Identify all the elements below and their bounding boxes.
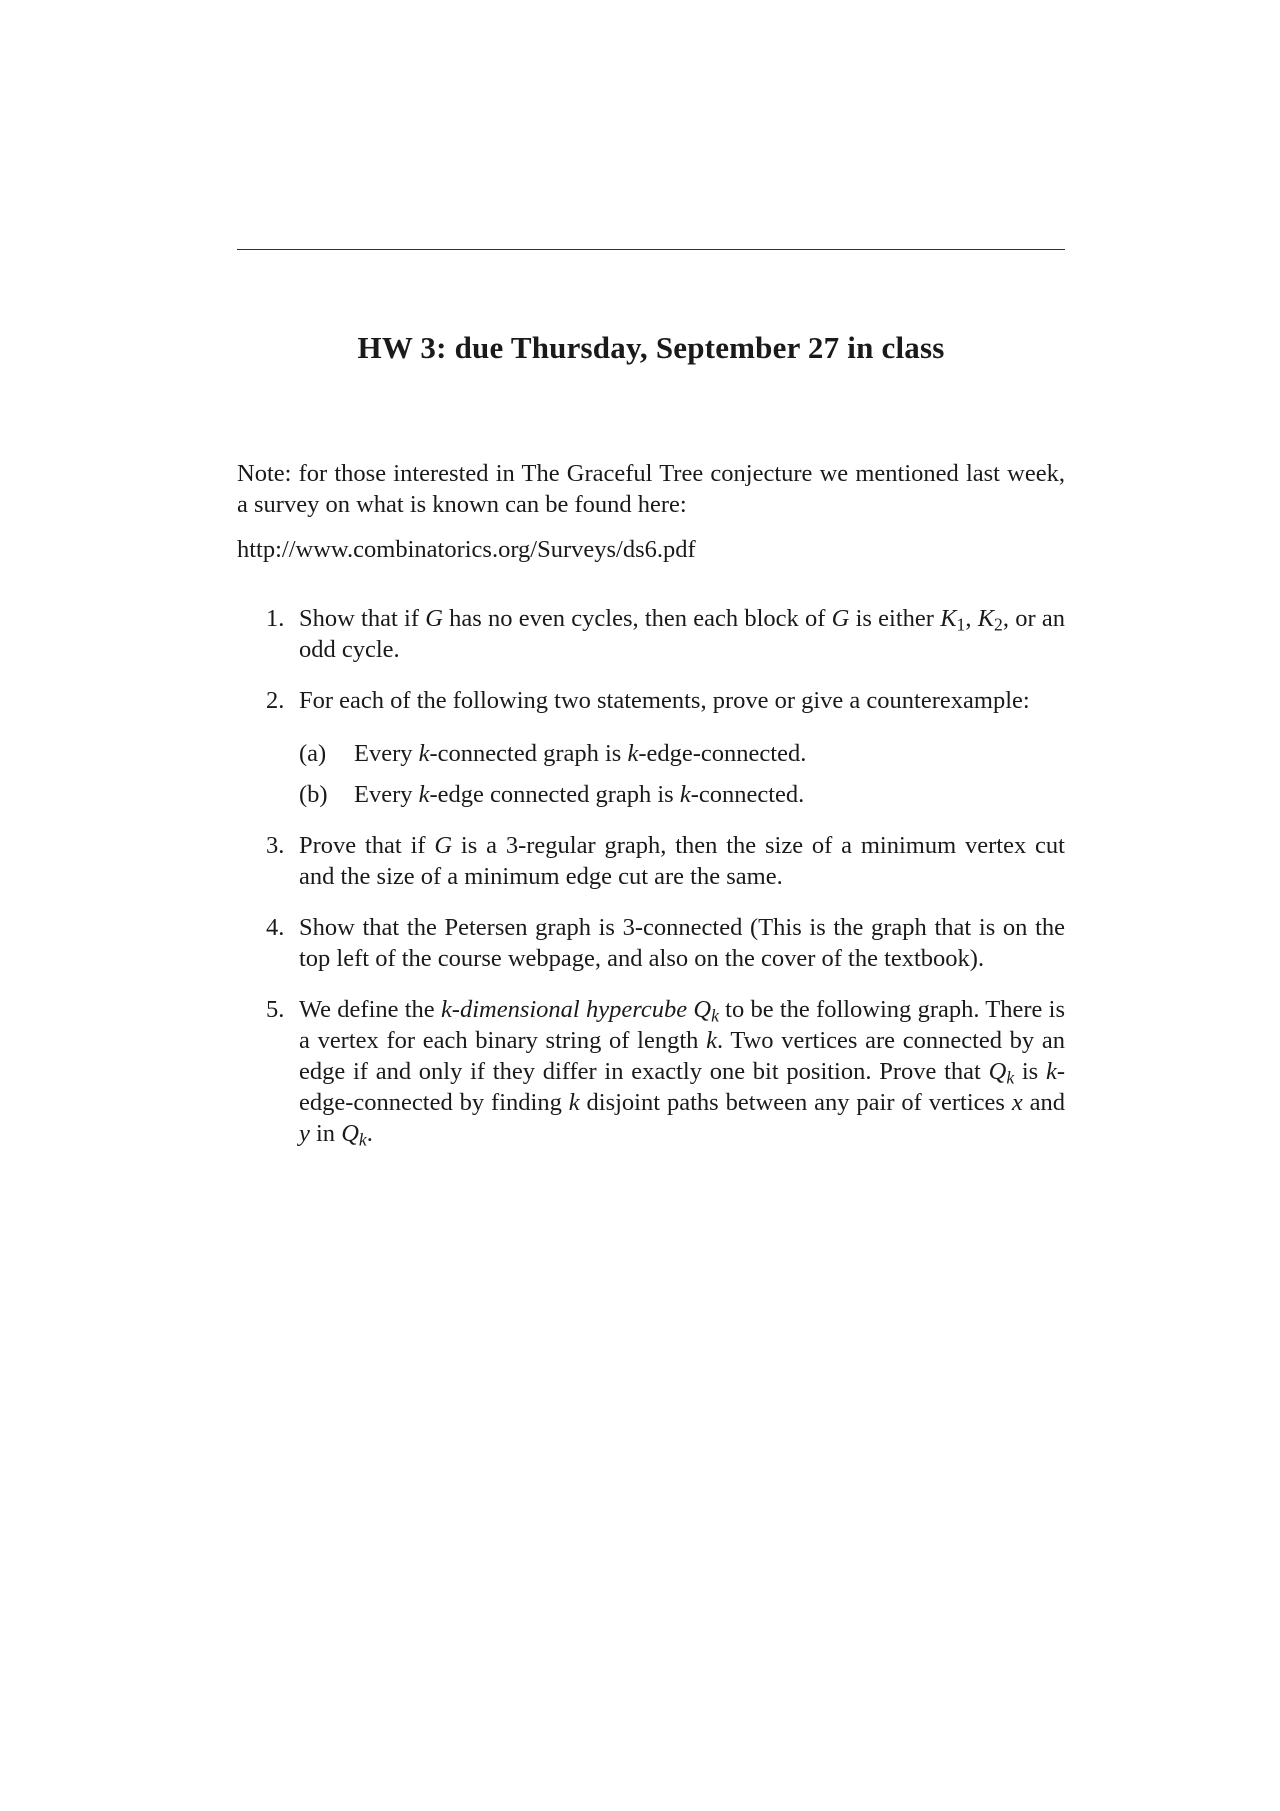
- problem-text: Show that if G has no even cycles, then each block of G is either $K_1$, $K_2$, or an odd cycle.: [299, 605, 1065, 663]
- problem-text: For each of the following two statements, prove or give a counterexample:: [299, 687, 1030, 714]
- header-rule: [237, 249, 1065, 250]
- subpart-list: [299, 738, 1065, 810]
- problem-number: 4.: [266, 914, 285, 941]
- subpart-item: [299, 738, 1065, 769]
- problem-item: [237, 830, 1065, 892]
- subpart-label: (b): [299, 781, 328, 808]
- page-title: HW 3: due Thursday, September 27 in class: [357, 330, 945, 365]
- problem-number: 5.: [266, 996, 285, 1023]
- problem-number: 3.: [266, 832, 285, 859]
- subpart-item: [299, 779, 1065, 810]
- problem-text: Show that the Petersen graph is 3-connected (This is the graph that is on the top left of the course webpage, and also on the cover of the textbook).: [299, 914, 1065, 972]
- problem-item: [237, 685, 1065, 810]
- problem-item: [237, 912, 1065, 974]
- note-paragraph: Note: for those interested in The Graceful Tree conjecture we mentioned last week, a survey on what is known can be found here:: [237, 460, 1065, 518]
- problem-text: We define the k-dimensional hypercube $Q_k$ to be the following graph. There is a vertex for each binary string of length k. Two vertices are connected by an edge if and only if they differ in exactly one bit position. Prove that $Q_k$ is k-edge-connected by finding k disjoint paths between any pair of vertices x and y in $Q_k$.: [299, 996, 1066, 1150]
- subpart-text: Every k-edge connected graph is k-connected.: [354, 781, 805, 808]
- survey-url: http://www.combinatorics.org/Surveys/ds6.pdf: [237, 536, 696, 563]
- document-body: [237, 458, 1065, 1169]
- problem-list: [237, 603, 1065, 1149]
- subpart-label: (a): [299, 740, 327, 767]
- problem-text: Prove that if G is a 3-regular graph, then the size of a minimum vertex cut and the size of a minimum edge cut are the same.: [299, 832, 1065, 890]
- problem-item: [237, 994, 1065, 1149]
- problem-number: 2.: [266, 687, 285, 714]
- subpart-text: Every k-connected graph is k-edge-connected.: [354, 740, 807, 767]
- problem-item: [237, 603, 1065, 665]
- problem-number: 1.: [266, 605, 285, 632]
